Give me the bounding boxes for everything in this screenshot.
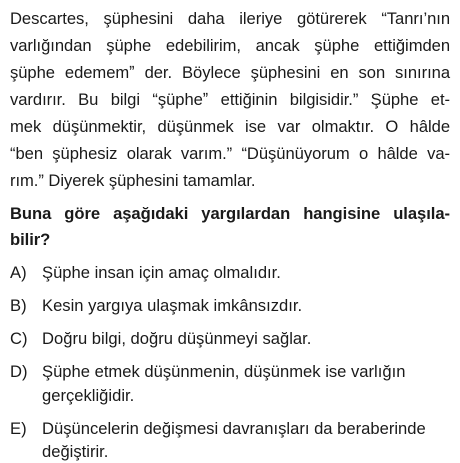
option-letter: B) [10, 296, 27, 315]
option-text: Şüphe etmek düşünmenin, düşünmek ise varlığın [42, 362, 406, 381]
option-letter: C) [10, 329, 28, 348]
option-letter: E) [10, 419, 27, 438]
question-line: Buna göre aşağıdaki yargılardan hangisine ulaşıla- [10, 204, 450, 223]
option-letter: A) [10, 263, 27, 282]
passage-line: Descartes, şüphesini daha ileriye götürerek “Tanrı’nın [10, 9, 450, 28]
passage-line: rım.” Diyerek şüphesini tamamlar. [10, 171, 256, 190]
option-text: Doğru bilgi, doğru düşünmeyi sağlar. [42, 329, 312, 348]
option-letter: D) [10, 362, 28, 381]
option-text: Düşüncelerin değişmesi davranışları da beraberinde [42, 419, 426, 438]
passage-line: mek düşünmektir, düşünmek ise var olmaktır. O hâlde [10, 117, 450, 136]
option-text: değiştirir. [42, 442, 109, 461]
passage-line: varlığından şüphe edebilirim, ancak şüphe ettiğimden [10, 36, 450, 55]
option-text: gerçekliğidir. [42, 386, 135, 405]
passage-line: vardırır. Bu bilgi “şüpheˮ ettiğinin bilgisidir.” Şüphe et- [10, 90, 450, 109]
passage-line: şüphe edememˮ der. Böylece şüphesini en son sınırına [10, 63, 450, 82]
option-text: Şüphe insan için amaç olmalıdır. [42, 263, 281, 282]
passage-line: “ben şüphesiz olarak varım.” “Düşünüyorum o hâlde va- [10, 144, 450, 163]
question-line: bilir? [10, 230, 51, 249]
option-text: Kesin yargıya ulaşmak imkânsızdır. [42, 296, 303, 315]
